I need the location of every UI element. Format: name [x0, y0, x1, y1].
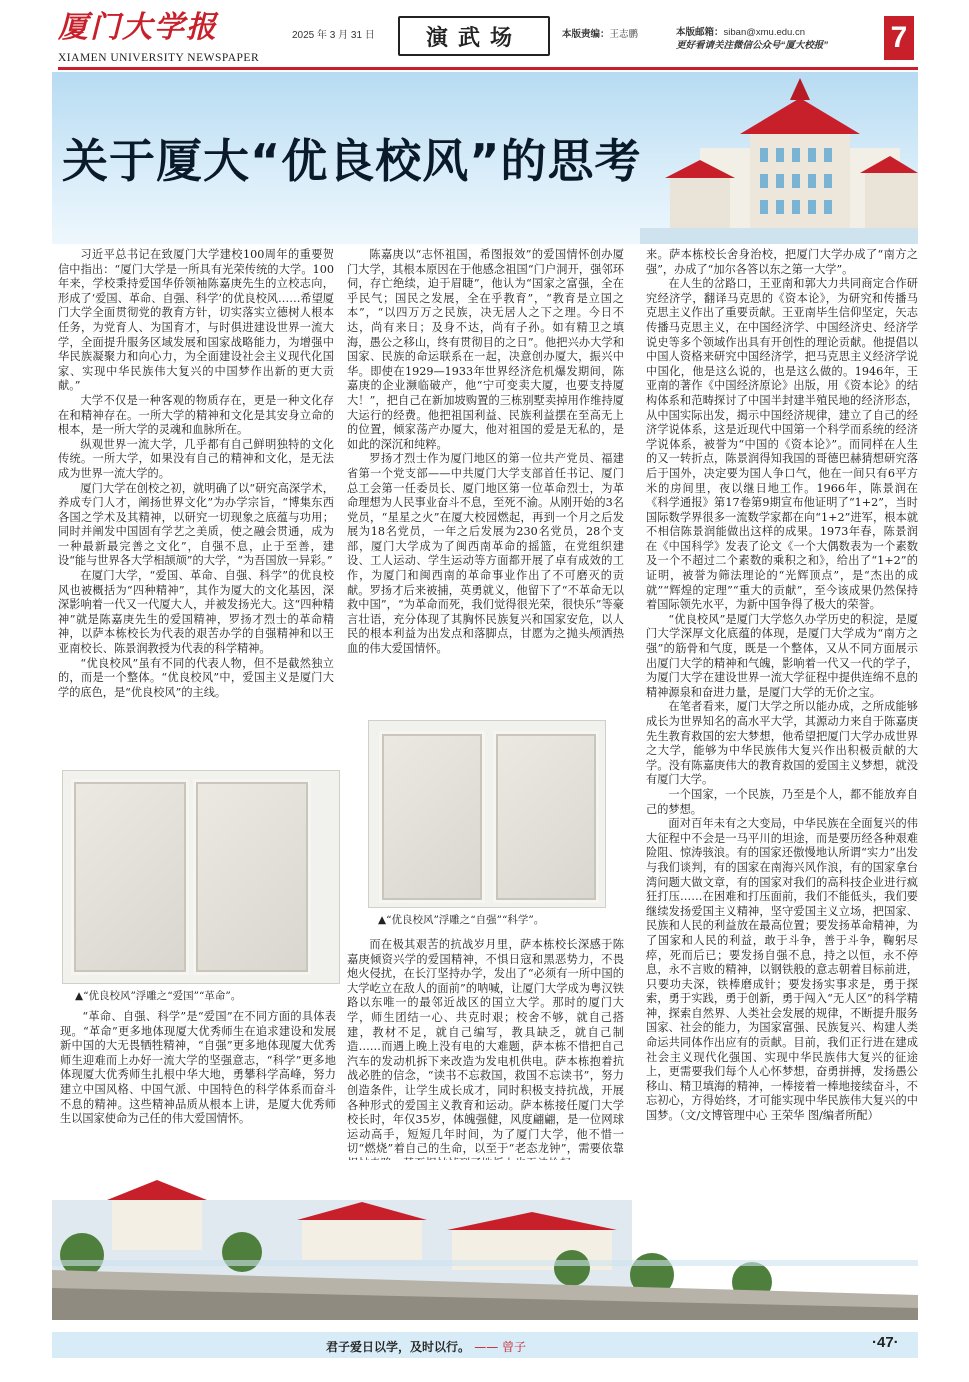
footer-page-number: ·47·: [872, 1334, 899, 1351]
paragraph: 而在极其艰苦的抗战岁月里，萨本栋校长深感于陈嘉庚倾资兴学的爱国精神，不惧日寇和黑恶势力，不畏炮火侵扰，在长汀坚持办学，发出了“必须有一所中国的大学屹立在敌人的面前”的呐喊，让厦门大学成为粤汉铁路以东唯一的最邻近战区的国立大学。那时的厦门大学，师生团结一心、共克时艰；校舍不够，就自己搭建，教材不足，就自己编写，教具缺乏，就自己制造……而遇上晚上没有电的大难题，萨本栋不惜把自己汽车的发动机拆下来改造为发电机供电。萨本栋抱着抗战必胜的信念，“读书不忘救国，救国不忘读书”，努力创造条件，让学生成长成才，同时积极支持抗战，开展各种形式的爱国主义教育和运动。萨本栋接任厦门大学校长时，年仅35岁，体魄强健，风度翩翩，是一位网球运动高手，短短几年时间，为了厦门大学，他不惜一切“燃烧”着自己的生命，以至于“老态龙钟”，需要依靠: [347, 938, 624, 1156]
relief-panel: [493, 731, 599, 903]
figure-caption: ▲“优良校风”浮雕之“自强”“科学”。: [378, 914, 545, 926]
paragraph: “革命、自强、科学”是“爱国”在不同方面的具体表现。“革命”更多地体现厦大优秀师生在追求建设和发展新中国的大无畏牺牲精神，“自强”更多地体现厦大优秀师生迎难而上办好一流大学的坚强意志，“科学”更多地体现厦大优秀师生扎根中华大地，勇攀科学高峰，努力建立中国风格、中国气派、中国特色的科学体系而奋斗不息的精神。这些精神品质从根本上讲，是厦大优秀师生以国家使命为己任的伟大爱国情怀。: [60, 1010, 336, 1126]
quote-text: 君子爱日以学，及时以行。: [326, 1340, 471, 1354]
paragraph: 陈嘉庚以“志怀祖国，希图报效”的爱国情怀创办厦门大学，其根本原因在于他感念祖国“门户洞开，强邻环伺，存亡绝续，迫于眉睫”，他认为“国家之富强，全在乎民气；国民之发展，全在乎教育”，“教育是立国之本”，“以四万万之民族，决无居人之下之理。今日不达，尚有来日；及身不达，尚有子孙。如有精卫之填海，愚公之移山，终有贯彻目的之日”。他把兴办大学和国家、民族的命运联系在一起，决意创办厦大，振兴中华。即使在1929—1933年世界经济危机爆发期间，陈嘉庚的企业濒临破产，他“宁可变卖大厦，也要支持厦大！”，把自己在新加坡购置的三栋别墅卖掉用作维持厦大运行的经费。他把祖国利益、民族利益摆在至高无上的位置，倾家荡产办厦大，他对祖国的爱是无私的，是如此的深沉和纯粹。: [347, 248, 624, 451]
relief-panel: [193, 779, 311, 975]
editor-credit: [562, 26, 638, 40]
masthead: [58, 10, 288, 65]
contact-info: [676, 26, 828, 52]
paragraph: 习近平总书记在致厦门大学建校100周年的重要贺信中指出：“厦门大学是一所具有光荣传统的大学。100年来，学校秉持爱国华侨领袖陈嘉庚先生的立校志向，形成了‘爱国、革命、自强、科学’的优良校风……希望厦门大学全面贯彻党的教育方针，切实落实立德树人根本任务，为党育人、为国育才，与时俱进建设世界一流大学，全面提升服务区域发展和国家战略能力，为增强中华民族凝聚力和向心力，为全面建设社会主义现代化国家、实现中华民族伟大复兴的中国梦作出新的更大贡献。”: [58, 248, 334, 393]
paragraph: 在人生的岔路口，王亚南和郭大力共同商定合作研究经济学，翻译马克思的《资本论》，为研究和传播马克思主义作出了重要贡献。王亚南毕生信仰坚定，矢志传播马克思主义，在中国经济学、中国经济史、经济学说史等多个领域作出具有开创性的理论贡献。他提倡以中国人资格来研究中国经济学，把马克思主义经济学说中国化，他是这么说的，也是这么做的。1946年，王亚南的著作《中国经济原论》出版，用《资本论》的结构体系和范畴探讨了中国半封建半殖民地的经济形态，从中国实际出发，揭示中国经济规律，建立了自己的经济学说体系，这是近现代中国第一个科学而系统的经济学说体系，被誉为“中国的《资本论》”。而同样在人生的又一转折点，陈景润得知我国的哥德巴赫猜想研究落后于国外，决定要为国人争口气，他在一间只有6平方米的房间里，夜以继日地工作。1966年，陈景润在《科学通报》第17卷第9期宣布他证明了“1+2”，当时国际数学界很多一流数学家都在向“1+2”进军，根本就不相信陈景润能做出这样的成果。1973年春，陈景润在《中国科学》发表了论文《一个大偶数表为一个素数及一个不超过二个素数的乘积之和》，给出了“1+2”的证明，被誉为筛法理论的“光辉顶点”，是“杰出的成就”“辉煌的定理”“重大的贡献”，至今该成果仍然保持着国际领先水平，为新中国争得了极大的荣誉。: [646, 277, 918, 612]
paragraph: 在厦门大学，“爱国、革命、自强、科学”的优良校风也被概括为“四种精神”，其作为厦大的文化基因，深深影响着一代又一代厦大人，并被发扬光大。这“四种精神”就是陈嘉庚先生的爱国精神，罗扬才烈士的革命精神，以萨本栋校长为代表的艰苦办学的自强精神和以王亚南校长、陈景润教授为代表的科学精神。: [58, 569, 334, 656]
paragraph: 罗扬才烈士作为厦门地区的第一位共产党员、福建省第一个党支部——中共厦门大学支部首任书记、厦门总工会第一任委员长、厦门地区第一位革命烈士，为革命理想为人民事业奋斗不息，至死不渝。从刚开始的3名党员，“星星之火”在厦大校园燃起，再到一个月之后发展为18名党员，一年之后发展为230名党员，28个支部，厦门大学成为了闽西南革命的摇篮，在党组织建设、工人运动、学生运动等方面都开展了卓有成效的工作，为厦门和闽西南的革命事业作出了不可磨灭的贡献。罗扬才后来被捕，英勇就义，他留下了“不革命无以救中国”，“为革命而死，我们觉得很光荣，很快乐”等豪言壮语，充分体现了其胸怀民族复兴和国家安危，以人民的根本利益为出发点和落脚点，甘愿为之抛头颅洒热血的伟大爱国情怀。: [347, 452, 624, 656]
masthead-logo: 厦门大学报: [58, 10, 218, 45]
paragraph: 大学不仅是一种客观的物质存在，更是一种文化存在和精神存在。一所大学的精神和文化是其安身立命的根本，是一所大学的灵魂和血脉所在。: [58, 393, 334, 437]
article-title: 关于厦大“优良校风”的思考: [62, 134, 642, 188]
wechat-note: 更好看请关注微信公众号“厦大校报”: [676, 40, 829, 51]
article-column-1: [58, 248, 334, 700]
email-address[interactable]: siban@xmu.edu.cn: [723, 27, 805, 38]
paragraph: “优良校风”是厦门大学悠久办学历史的积淀，是厦门大学深厚文化底蕴的体现，是厦门大学成为“南方之强”的筋骨和气度，既是一个整体，又从不同方面展示出厦门大学的精神和气魄，影响着一代又一代的学子，为厦门大学在建设世界一流大学征程中提供连绵不息的精神源泉和奋进力量，是厦门大学的无价之宝。: [646, 612, 918, 699]
article-column-1-continued: [60, 1010, 336, 1127]
section-title: 演武场: [398, 16, 550, 56]
building-illustration: [640, 78, 918, 244]
relief-photo-self-strength-science: [368, 720, 606, 908]
page-number-badge: 7: [884, 16, 914, 60]
article-column-3: [646, 248, 918, 1124]
paragraph: 厦门大学在创校之初，就明确了以“研究高深学术，养成专门人才，阐扬世界文化”为办学宗旨，“博集东西各国之学术及其精神，以研究一切现象之底蕴与功用；同时并阐发中国固有学艺之美质，使之融会贯通，成为一种最新最完善之文化”，自强不息，止于至善，建设“能与世界各大学相颉颃”的大学，“为吾国放一异彩。”: [58, 481, 334, 568]
masthead-english: XIAMEN UNIVERSITY NEWSPAPER: [58, 52, 260, 64]
editor-label: 本版责编：: [562, 29, 610, 40]
article-column-2: [347, 248, 624, 657]
campus-photo: [52, 1160, 918, 1320]
paragraph: 来。萨本栋校长舍身治校，把厦门大学办成了“南方之强”，办成了“加尔各答以东之第一大学”。: [646, 248, 918, 276]
article-column-2-continued: [347, 938, 624, 1172]
footer-quote: [326, 1338, 526, 1355]
paragraph: 在笔者看来，厦门大学之所以能办成，之所成能够成长为世界知名的高水平大学，其源动力来自于陈嘉庚先生教育救国的宏大梦想，他希望把厦门大学办成世界之大学，能够为中华民族伟大复兴作出积极贡献的大学。没有陈嘉庚伟大的教育救国的爱国主义梦想，就没有厦门大学。: [646, 700, 918, 787]
figure-caption: ▲“优良校风”浮雕之“爱国”“革命”。: [75, 990, 242, 1002]
relief-panel: [71, 779, 189, 975]
paragraph: 纵观世界一流大学，几乎都有自己鲜明独特的文化传统。一所大学，如果没有自己的精神和文化，是无法成为世界一流大学的。: [58, 437, 334, 480]
quote-author: —— 曾子: [474, 1340, 527, 1354]
editor-name: 王志鹏: [609, 29, 639, 40]
paragraph: 面对百年未有之大变局，中华民族在全面复兴的伟大征程中不会是一马平川的坦途，而是要历经各种艰难险阻、惊涛骇浪。有的国家还傲慢地认所谓“实力”出发与我们谈判，有的国家在南海兴风作浪，有的国家拿台湾问题大做文章，有的国家对我们的高科技企业进行疯狂打压……在困难和打压面前，我们不能低头，我们要继续发扬爱国主义精神，坚守爱国主义立场，把国家、民族和人民的利益放在最高位置；要发扬革命精神，为了国家和人民的利益，敢于斗争，善于斗争，鞠躬尽瘁，死而后已；要发扬自强不息，持之以恒，永不停息，永不言败的精神，以钢铁般的意志朝着目标前进，只要功夫深，铁棒磨成针；要发扬实事求是，勇于探索，勇于实践，勇于创新，勇于闯入“无人区”的科学精神，探索自然界、人类社会发展的规律，不断提升服务国家、社会的能力，为国家富强、民族复兴、构建人类命运共同体作出应有的贡献。目前，我们正行进在建成社会主义现代化强国、实现中华民族伟大复兴的征途上，更需要我们每个人心怀梦想，奋勇拼搏，发扬愚公移山、精卫填海的精神，一棒接着一棒地接续奋斗，不忘初心，方得始终，才可能实现中华民族伟大复兴的中国梦。（文/文博管理中心 王荣华 图/编者所配）: [646, 817, 918, 1123]
header-divider: [58, 67, 918, 70]
issue-date: 2025 年 3 月 31 日: [292, 30, 375, 41]
relief-photo-patriotism-revolution: [62, 770, 340, 984]
email-label: 本版邮箱：: [676, 27, 724, 38]
paragraph: “优良校风”虽有不同的代表人物，但不是截然独立的，而是一个整体。“优良校风”中，爱国主义是厦门大学的底色，是“优良校风”的主线。: [58, 656, 334, 699]
paragraph: 一个国家，一个民族，乃至是个人，都不能放弃自己的梦想。: [646, 787, 918, 816]
relief-panel: [379, 731, 485, 903]
